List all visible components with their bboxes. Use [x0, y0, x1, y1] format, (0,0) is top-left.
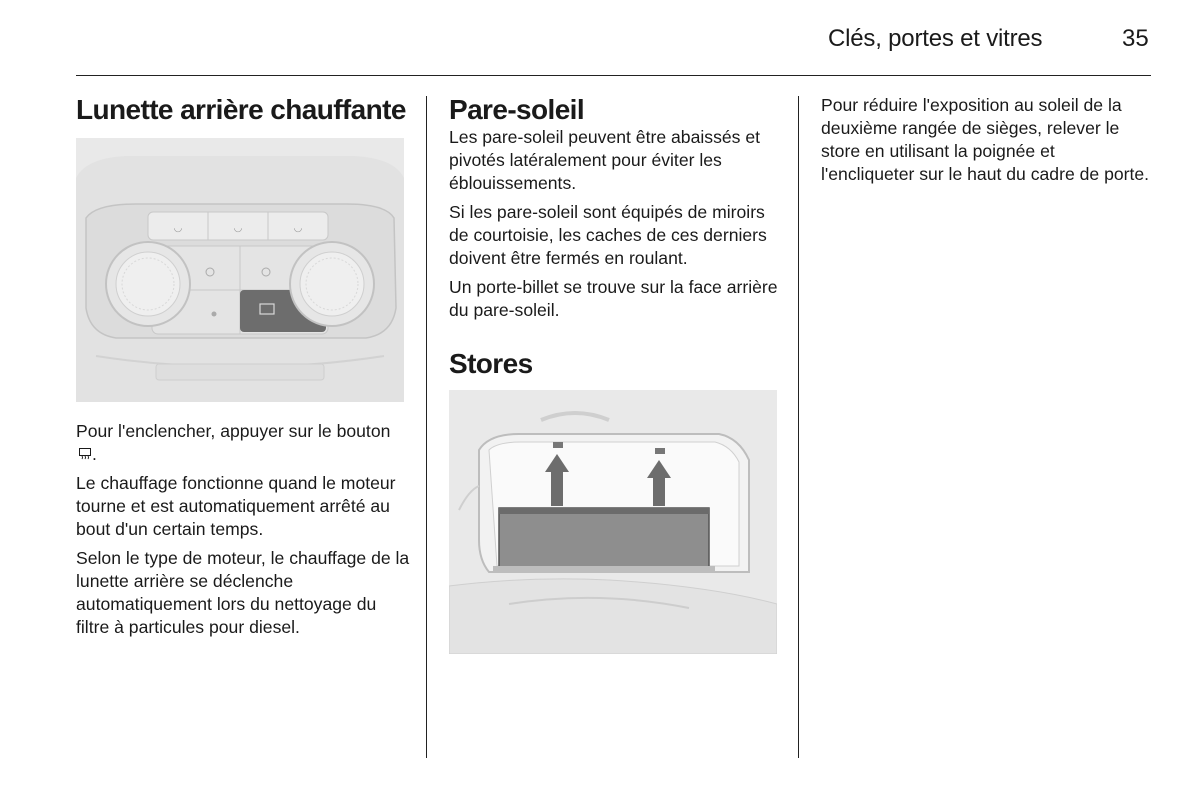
rear-door-sunblind-illustration: [449, 390, 777, 654]
column-blinds-continued: [821, 94, 1151, 192]
svg-text:◡: ◡: [173, 223, 183, 234]
climate-control-panel-illustration: [76, 138, 404, 402]
header-rule: [76, 75, 1151, 76]
paragraph: Pour réduire l'exposition au soleil de la deuxième rangée de sièges, relever le store en utilisant la poignée et l'encliqueter sur le haut du cadre de porte.: [821, 95, 1150, 184]
section-heading-sun-visors: Pare-soleil: [449, 94, 585, 125]
running-header-title: Clés, portes et vitres: [828, 25, 1043, 52]
svg-text:◡: ◡: [233, 223, 243, 234]
column-divider: [426, 96, 427, 758]
paragraph: Selon le type de moteur, le chauffage de la lunette arrière se déclenche automatiquement lors du nettoyage du filtre à particules pour diesel.: [76, 548, 410, 637]
rear-window-heating-icon: [78, 447, 92, 461]
paragraph: [76, 420, 411, 466]
paragraph: Si les pare-soleil sont équipés de miroirs de courtoisie, les caches de ces derniers doivent être fermés en roulant.: [449, 202, 767, 268]
column-divider: [798, 96, 799, 758]
paragraph-text: Pour l'enclencher, appuyer sur le bouton: [76, 421, 391, 441]
paragraph: Le chauffage fonctionne quand le moteur tourne et est automatiquement arrêté au bout d'un certain temps.: [76, 473, 396, 539]
section-heading-rear-window-heating: Lunette arrière chauffante: [76, 94, 406, 125]
paragraph: Un porte-billet se trouve sur la face arrière du pare-soleil.: [449, 277, 778, 320]
paragraph: Les pare-soleil peuvent être abaissés et pivotés latéralement pour éviter les éblouissements.: [449, 127, 761, 193]
page-number: 35: [1122, 25, 1149, 52]
paragraph-end: .: [92, 444, 97, 464]
svg-text:◡: ◡: [293, 223, 303, 234]
section-heading-blinds: Stores: [449, 348, 533, 379]
column-sun-visors: [449, 94, 779, 654]
column-rear-window-heating: [76, 94, 411, 645]
